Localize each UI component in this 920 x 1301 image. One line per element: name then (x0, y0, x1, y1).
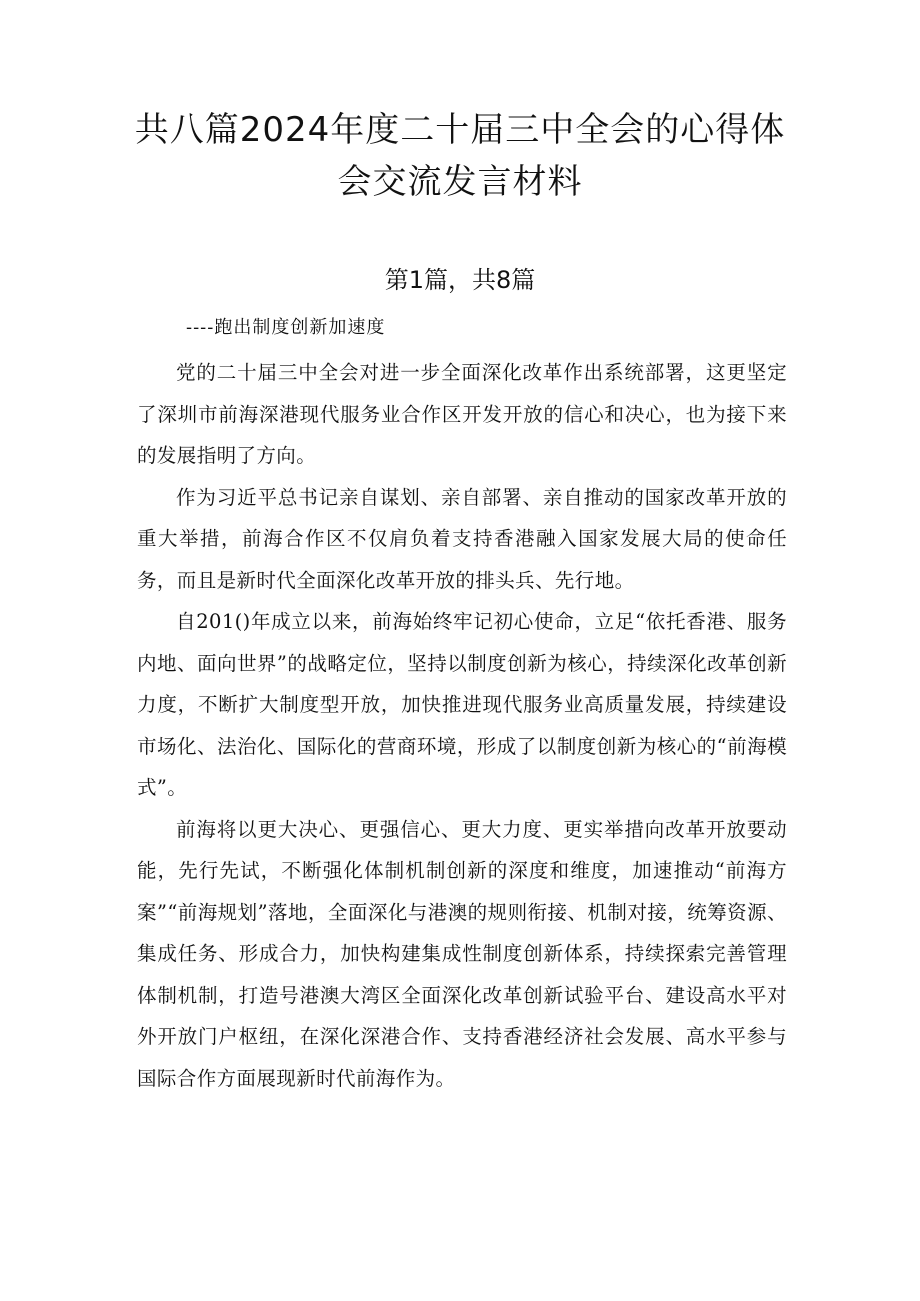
paragraph: 自201()年成立以来，前海始终牢记初心使命，立足“依托香港、服务内地、面向世界”的战略定位，坚持以制度创新为核心，持续深化改革创新力度，不断扩大制度型开放，加快推进现代服务业高质量发展，持续建设市场化、法治化、国际化的营商环境，形成了以制度创新为核心的“前海模式”。 (137, 610, 787, 799)
paragraph: 作为习近平总书记亲自谋划、亲自部署、亲自推动的国家改革开放的重大举措，前海合作区不仅肩负着支持香港融入国家发展大局的使命任务，而且是新时代全面深化改革开放的排头兵、先行地。 (137, 485, 787, 592)
document-title: 共八篇2024年度二十届三中全会的心得体会交流发言材料 (134, 110, 786, 202)
paragraph: 前海将以更大决心、更强信心、更大力度、更实举措向改革开放要动能，先行先试，不断强化体制机制创新的深度和维度，加速推动“前海方案”“前海规划”落地，全面深化与港澳的规则衔接、机制对接，统筹资源、集成任务、形成合力，加快构建集成性制度创新体系，持续探索完善管理体制机制，打造号港澳大湾区全面深化改革创新试验平台、建设高水平对外开放门户枢纽，在深化深港合作、支持香港经济社会发展、高水平参与国际合作方面展现新时代前海作为。 (137, 817, 787, 1090)
section-heading: 第1篇，共8篇 (384, 266, 536, 294)
paragraph: 党的二十届三中全会对进一步全面深化改革作出系统部署，这更坚定了深圳市前海深港现代服务业合作区开发开放的信心和决心，也为接下来的发展指明了方向。 (137, 361, 787, 467)
document-body (137, 352, 787, 1099)
tagline: ----跑出制度创新加速度 (186, 317, 386, 338)
